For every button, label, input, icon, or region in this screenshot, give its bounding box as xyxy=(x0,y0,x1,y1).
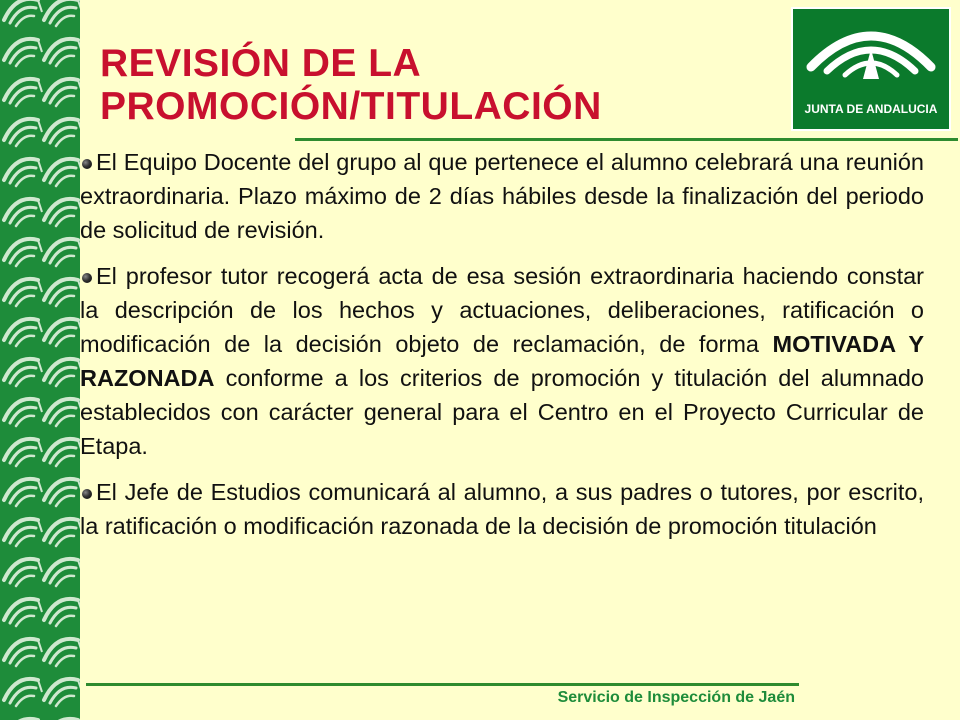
title-divider xyxy=(295,138,958,141)
footer-text: Servicio de Inspección de Jaén xyxy=(557,689,795,706)
bullet-item xyxy=(80,145,924,247)
bullet-text-before: El profesor tutor recogerá acta de esa sesión extraordinaria haciendo constar la descripción de los hechos y actuaciones, deliberaciones, ratificación o modificación de la decisión objeto de reclamación, de forma xyxy=(80,263,924,357)
footer-divider xyxy=(86,683,799,686)
junta-de-andalucia-logo xyxy=(791,7,951,131)
bullet-icon xyxy=(82,273,92,283)
bullet-item xyxy=(80,475,924,543)
bullet-text: El Jefe de Estudios comunicará al alumno, a sus padres o tutores, por escrito, la ratificación o modificación razonada de la decisión de promoción titulación xyxy=(80,479,924,539)
bullet-icon xyxy=(82,159,92,169)
title-line-1: REVISIÓN DE LA xyxy=(100,42,422,85)
bullet-icon xyxy=(82,489,92,499)
logo-emblem-icon xyxy=(793,9,949,129)
title-line-2: PROMOCIÓN/TITULACIÓN xyxy=(100,85,602,128)
slide-title xyxy=(100,42,780,128)
arches-pattern-icon xyxy=(0,0,80,720)
decorative-sidebar xyxy=(0,0,80,720)
bullet-list xyxy=(80,145,924,555)
bullet-text: El Equipo Docente del grupo al que pertenece el alumno celebrará una reunión extraordinaria. Plazo máximo de 2 días hábiles desde la finalización del periodo de solicitud de revisión. xyxy=(80,149,924,243)
bullet-emphasis: MOTIVADA Y RAZONADA xyxy=(80,331,924,391)
logo-text: JUNTA DE ANDALUCIA xyxy=(804,102,938,116)
bullet-item xyxy=(80,259,924,463)
bullet-text-after: conforme a los criterios de promoción y titulación del alumnado establecidos con carácter general para el Centro en el Proyecto Curricular de Etapa. xyxy=(80,365,924,459)
